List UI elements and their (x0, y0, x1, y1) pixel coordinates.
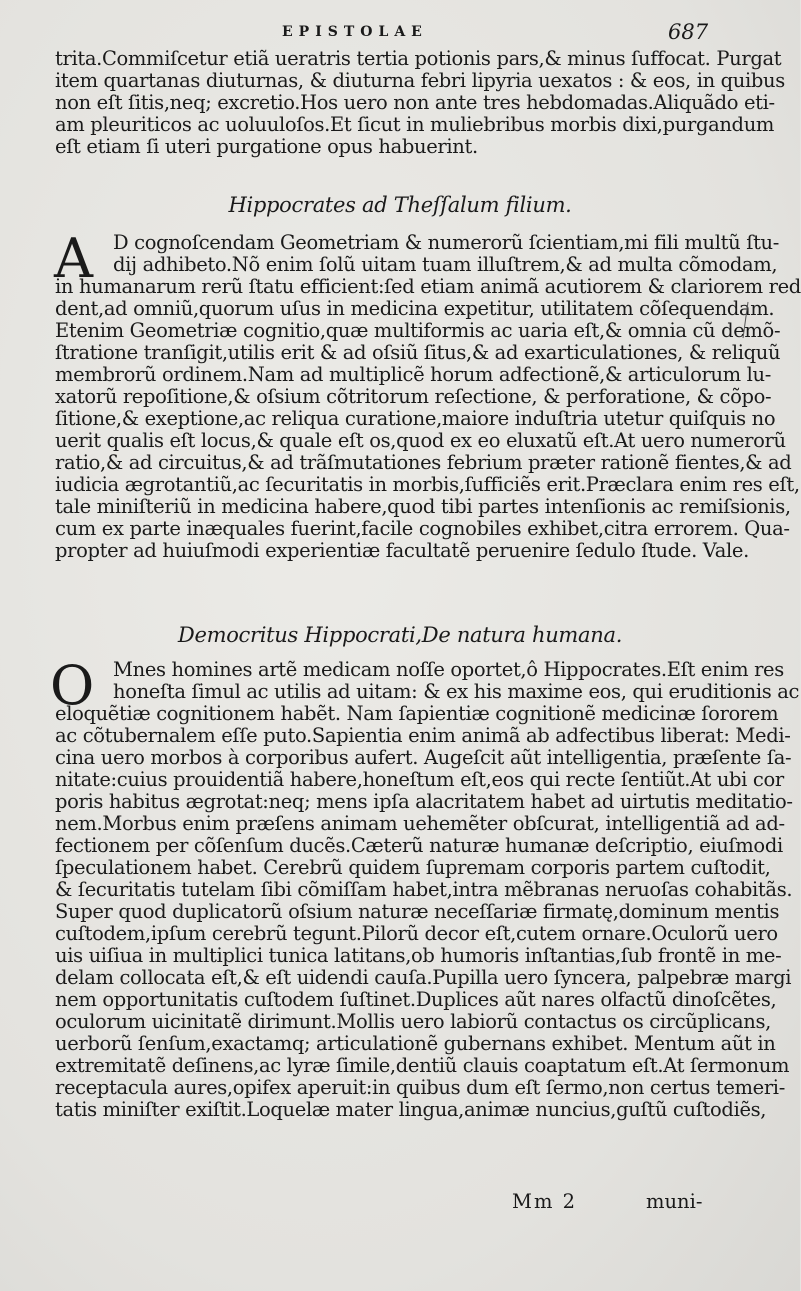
text-line: oculorum uicinitatẽ dirimunt.Mollis uero labiorũ contactus os circũplicans, (55, 1010, 771, 1033)
text-line: delam collocata eſt,& eſt uidendi cauſa.Pupilla uero ſyncera, palpebræ margi (55, 966, 792, 989)
text-line: uerborũ ſenſum,exactamq; articulationẽ gubernans exhibet. Mentum aũt in (55, 1032, 776, 1055)
text-line: poris habitus ægrotat:neq; mens ipſa alacritatem habet ad uirtutis meditatio- (55, 790, 793, 813)
letter-hippocrates-body (54, 227, 801, 562)
text-line: xatorũ repoſitione,& oſsium cõtritorum reſectione, & perforatione, & cõpo- (55, 385, 772, 408)
text-line: nem opportunitatis cuſtodem ſuſtinet.Duplices aũt nares olfactũ dinoſcẽtes, (55, 988, 777, 1011)
text-line: ſitione,& exeptione,ac reliqua curatione,maiore induſtria utetur quiſquis no (55, 407, 776, 430)
margin-annotation-stroke (740, 300, 750, 340)
catchword: muni- (646, 1190, 703, 1213)
text-line: trita.Commiſcetur etiã ueratris tertia potionis pars,& minus ſuffocat. Purgat (55, 47, 782, 70)
text-line: & ſecuritatis tutelam ſibi cõmiſſam habet,intra mẽbranas neruoſas cohabitãs. (55, 878, 793, 901)
text-line: tatis miniſter exiſtit.Loquelæ mater lingua,animæ nuncius,guſtũ cuſtodiẽs, (55, 1098, 767, 1121)
text-line: fectionem per cõſenſum ducẽs.Cæterũ naturæ humanæ deſcriptio, eiuſmodi (55, 834, 783, 857)
text-line: extremitatẽ deſinens,ac lyræ ſimile,dentiũ clauis coaptatum eſt.At ſermonum (55, 1054, 790, 1077)
text-line: cuſtodem,ipſum cerebrũ tegunt.Pilorũ decor eſt,cutem ornare.Oculorũ uero (55, 922, 778, 945)
text-line: dij adhibeto.Nõ enim ſolũ uitam tuam illuſtrem,& ad multa cõmodam, (113, 253, 778, 276)
text-line: dent,ad omniũ,quorum uſus in medicina expetitur, utilitatem cõſequendam. (55, 297, 775, 320)
text-line: in humanarum rerũ ſtatu efficient:ſed etiam animã acutiorem & clariorem red (55, 275, 801, 298)
text-line: honeſta ſimul ac utilis ad uitam: & ex his maxime eos, qui eruditionis ac (113, 680, 800, 703)
text-line: nem.Morbus enim præſens animam uehemẽter obſcurat, intelligentiã ad ad- (55, 812, 785, 835)
text-line: Super quod duplicatorũ oſsium naturæ neceſſariæ firmatę,dominum mentis (55, 900, 780, 923)
drop-cap-o: O (50, 654, 95, 717)
running-head (0, 20, 800, 50)
text-line: Mnes homines artẽ medicam noſſe oportet,ô Hippocrates.Eſt enim res (113, 658, 784, 681)
text-line: non eſt ſitis,neq; excretio.Hos uero non ante tres hebdomadas.Aliquãdo eti- (55, 91, 775, 114)
text-line: eloquẽtiæ cognitionem habẽt. Nam ſapientiæ cognitionẽ medicinæ ſororem (55, 702, 779, 725)
letter-democritus-body (55, 658, 800, 1121)
text-line: ratio,& ad circuitus,& ad trãſmutationes febrium præter rationẽ fientes,& ad (55, 451, 792, 474)
text-line: uerit qualis eſt locus,& quale eſt os,quod ex eo eluxatũ eſt.At uero numerorũ (55, 429, 786, 452)
text-line: D cognoſcendam Geometriam & numerorũ ſcientiam,mi fili multũ ſtu- (113, 231, 779, 254)
text-line: ſtratione tranſigit,utilis erit & ad oſsiũ ſitus,& ad exarticulationes, & reliquũ (55, 341, 781, 364)
text-line: cum ex parte inæquales fuerint,facile cognobiles exhibet,citra errorem. Qua- (55, 517, 790, 540)
text-line: ac cõtubernalem eſſe puto.Sapientia enim animã ab adfectibus liberat: Medi- (55, 724, 791, 747)
letter-heading-hippocrates: Hippocrates ad Theſſalum filium. (228, 193, 572, 217)
page-number: 687 (668, 20, 709, 44)
text-line: ſpeculationem habet. Cerebrũ quidem ſupremam corporis partem cuſtodit, (55, 856, 771, 879)
text-line: nitate:cuius prouidentiã habere,honeſtum eſt,eos qui recte ſentiũt.At ubi cor (55, 768, 784, 791)
text-line: propter ad huiuſmodi experientiæ facultatẽ peruenire ſedulo ſtude. Vale. (55, 539, 749, 562)
continuation-paragraph (55, 47, 785, 158)
text-line: am pleuriticos ac uoluuloſos.Et ſicut in muliebribus morbis dixi,purgandum (55, 113, 775, 136)
letter-heading-democritus: Democritus Hippocrati,De natura humana. (177, 623, 623, 647)
text-line: eſt etiam ſi uteri purgatione opus habuerint. (55, 135, 478, 158)
running-title: EPISTOLAE (282, 24, 428, 40)
text-line: membrorũ ordinem.Nam ad multiplicẽ horum adfectionẽ,& articulorum lu- (55, 363, 771, 386)
page-footer (0, 1190, 800, 1216)
text-line: receptacula aures,opifex aperuit:in quibus dum eſt ſermo,non certus temeri- (55, 1076, 785, 1099)
drop-cap-a: A (54, 227, 93, 290)
text-line: uis uiſiua in multiplici tunica latitans,ob humoris inſtantias,ſub frontẽ in me- (55, 944, 782, 967)
text-line: tale miniſteriũ in medicina habere,quod tibi partes intenſionis ac remiſsionis, (55, 495, 791, 518)
text-line: item quartanas diuturnas, & diuturna febri lipyria uexatos : & eos, in quibus (55, 69, 785, 92)
text-line: cina uero morbos à corporibus aufert. Augeſcit aũt intelligentia, præſente ſa- (55, 746, 792, 769)
signature-mark: Mm 2 (512, 1190, 578, 1213)
text-line: Etenim Geometriæ cognitio,quæ multiformis ac uaria eſt,& omnia cũ demõ- (55, 319, 781, 342)
text-line: iudicia ægrotantiũ,ac ſecuritatis in morbis,ſufficiẽs erit.Præclara enim res eſt, (55, 473, 800, 496)
